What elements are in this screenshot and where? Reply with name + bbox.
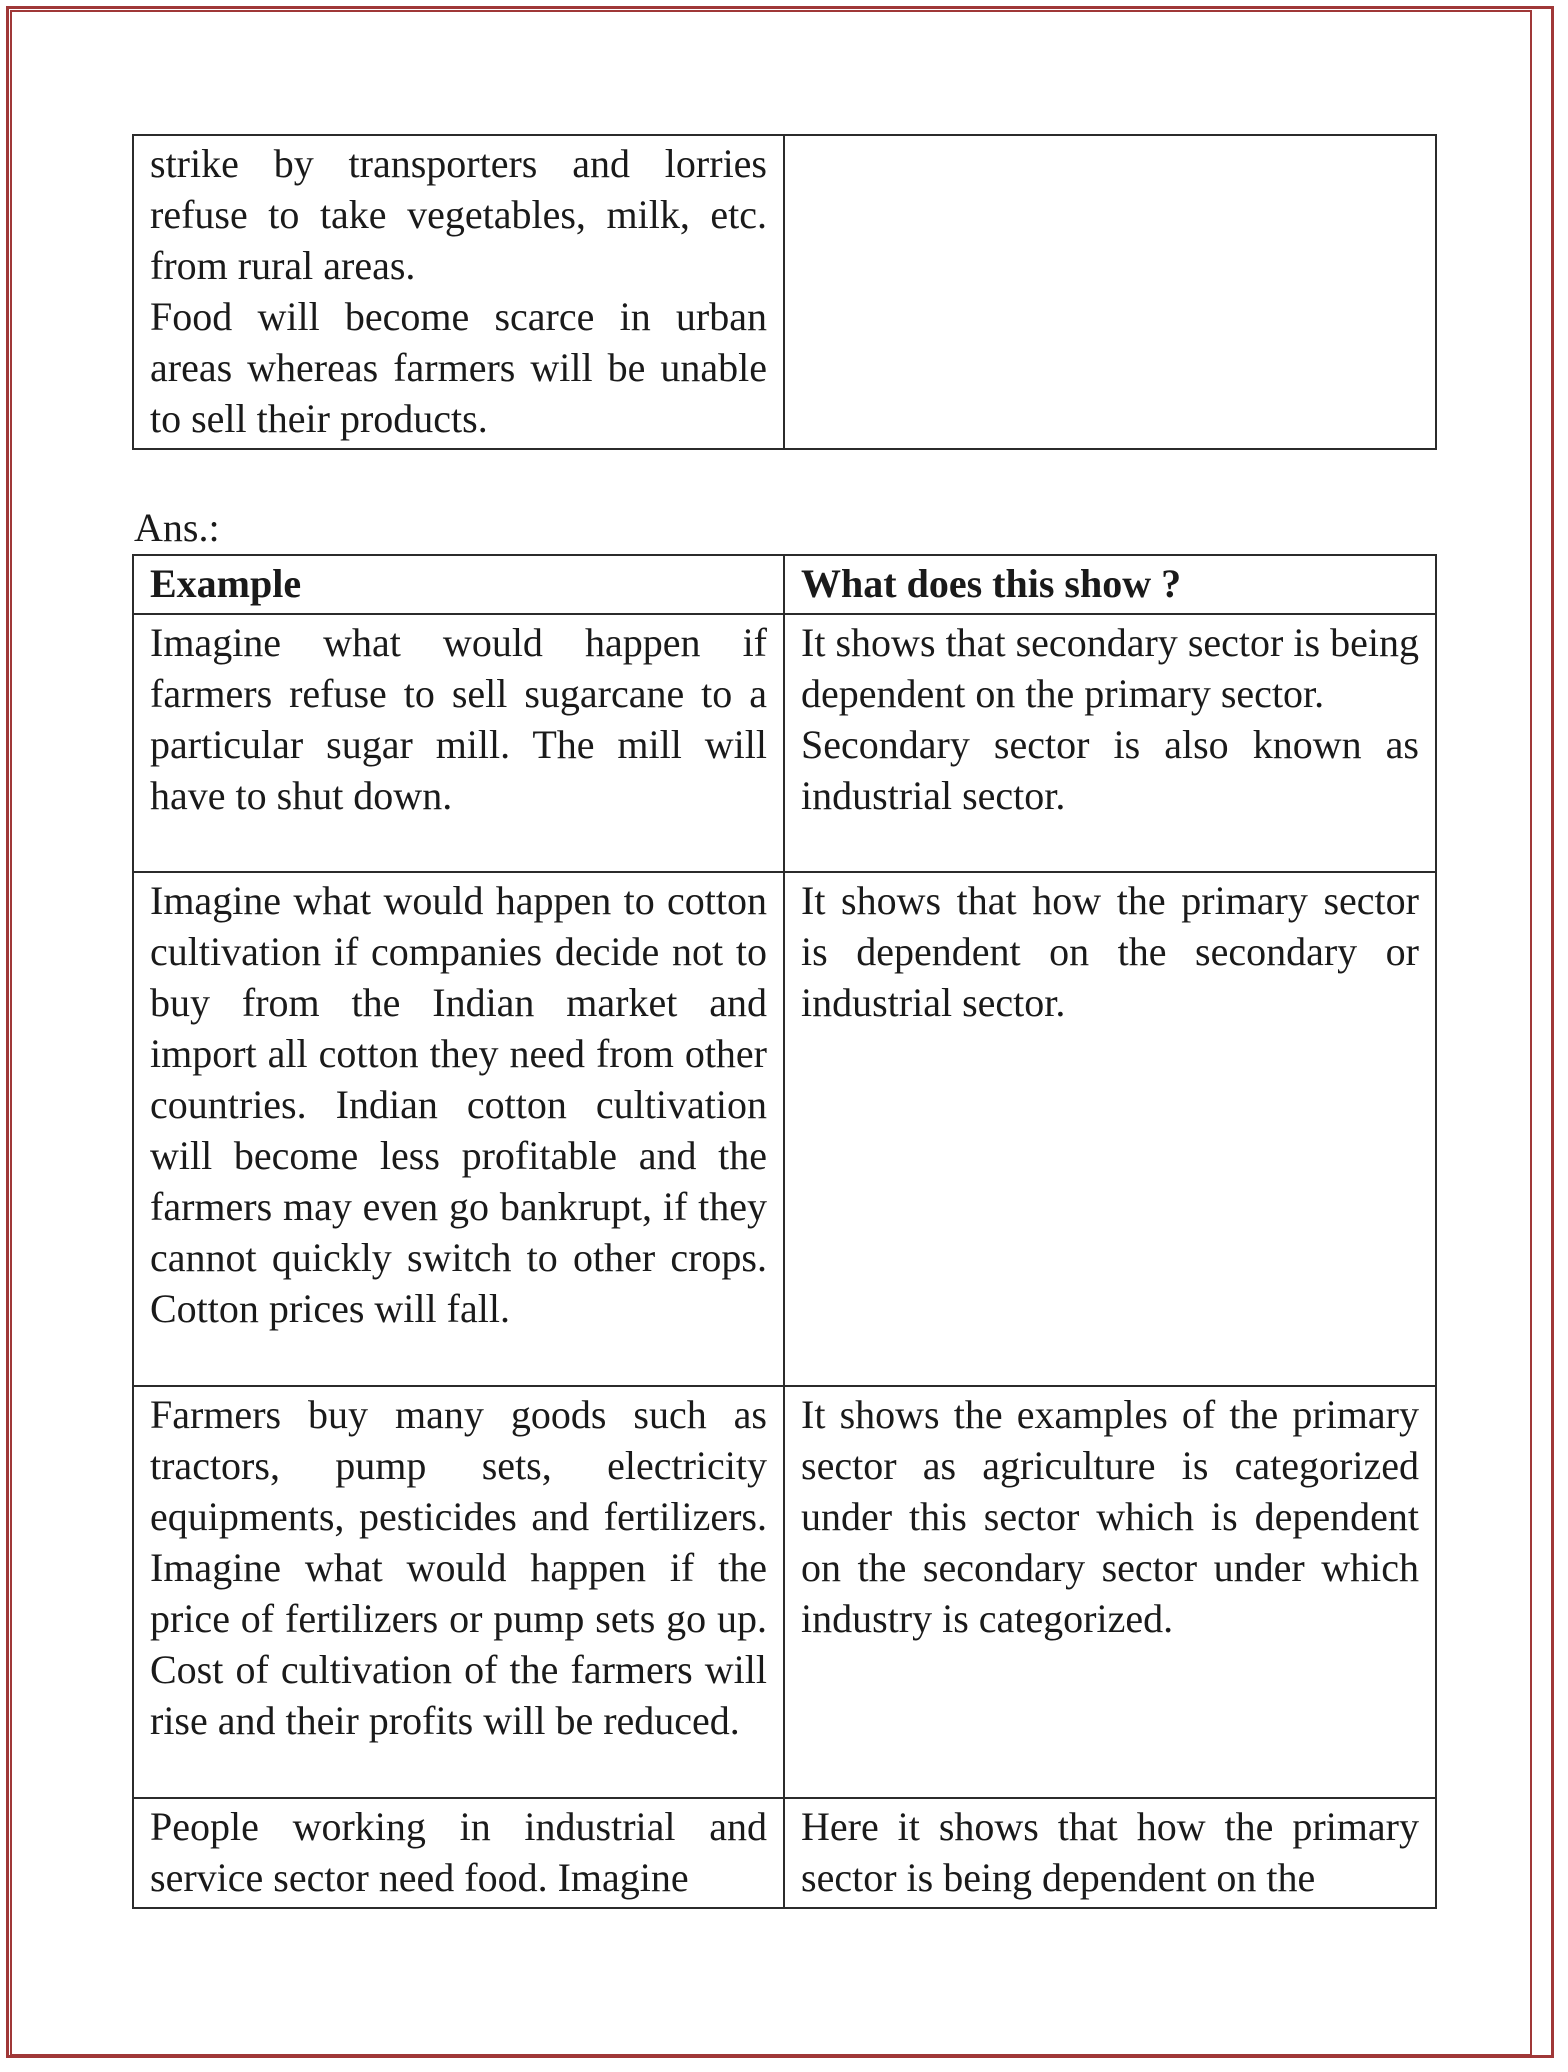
cell-paragraph: It shows the examples of the primary sector as agriculture is categorized under this sector which is dependent on the secondary sector under which industry is categorized. (801, 1392, 1419, 1641)
cell-paragraph: Food will become scarce in urban areas whereas farmers will be unable to sell their products. (150, 294, 767, 441)
table-row (133, 614, 1436, 872)
cell-paragraph: Imagine what would happen if farmers refuse to sell sugarcane to a particular sugar mill. The mill will have to shut down. (150, 620, 767, 818)
answer-label: Ans.: (134, 505, 220, 550)
shows-cell (784, 135, 1436, 449)
table-row (133, 135, 1436, 449)
cell-paragraph: strike by transporters and lorries refuse to take vegetables, milk, etc. from rural areas. (150, 141, 767, 288)
table-row (133, 1798, 1436, 1908)
cell-paragraph: It shows that how the primary sector is dependent on the secondary or industrial sector. (801, 878, 1419, 1025)
cell-paragraph: Imagine what would happen to cotton cultivation if companies decide not to buy from the Indian market and import all cotton they need from other countries. Indian cotton cultivation will become less profitable and the farmers may even go bankrupt, if they cannot quickly switch to other crops. Cotton prices will fall. (150, 878, 767, 1331)
table-row (133, 1386, 1436, 1798)
shows-cell (784, 1386, 1436, 1798)
answer-table (132, 554, 1437, 1909)
table-row (133, 872, 1436, 1386)
table-header-row (133, 555, 1436, 614)
example-cell (133, 872, 784, 1386)
continued-table (132, 134, 1437, 450)
cell-paragraph: People working in industrial and service sector need food. Imagine (150, 1804, 767, 1900)
cell-paragraph: It shows that secondary sector is being dependent on the primary sector. (801, 620, 1419, 716)
example-cell (133, 1798, 784, 1908)
cell-paragraph: Here it shows that how the primary sector is being dependent on the (801, 1804, 1419, 1900)
header-shows: What does this show ? (784, 555, 1436, 614)
shows-cell (784, 614, 1436, 872)
example-cell (133, 135, 784, 449)
shows-cell (784, 1798, 1436, 1908)
header-example: Example (133, 555, 784, 614)
cell-paragraph: Farmers buy many goods such as tractors, pump sets, electricity equipments, pesticides and fertilizers. Imagine what would happen if the price of fertilizers or pump sets go up. Cost of cultivation of the farmers will rise and their profits will be reduced. (150, 1392, 767, 1743)
cell-paragraph: Secondary sector is also known as industrial sector. (801, 722, 1419, 818)
shows-cell (784, 872, 1436, 1386)
example-cell (133, 1386, 784, 1798)
example-cell (133, 614, 784, 872)
